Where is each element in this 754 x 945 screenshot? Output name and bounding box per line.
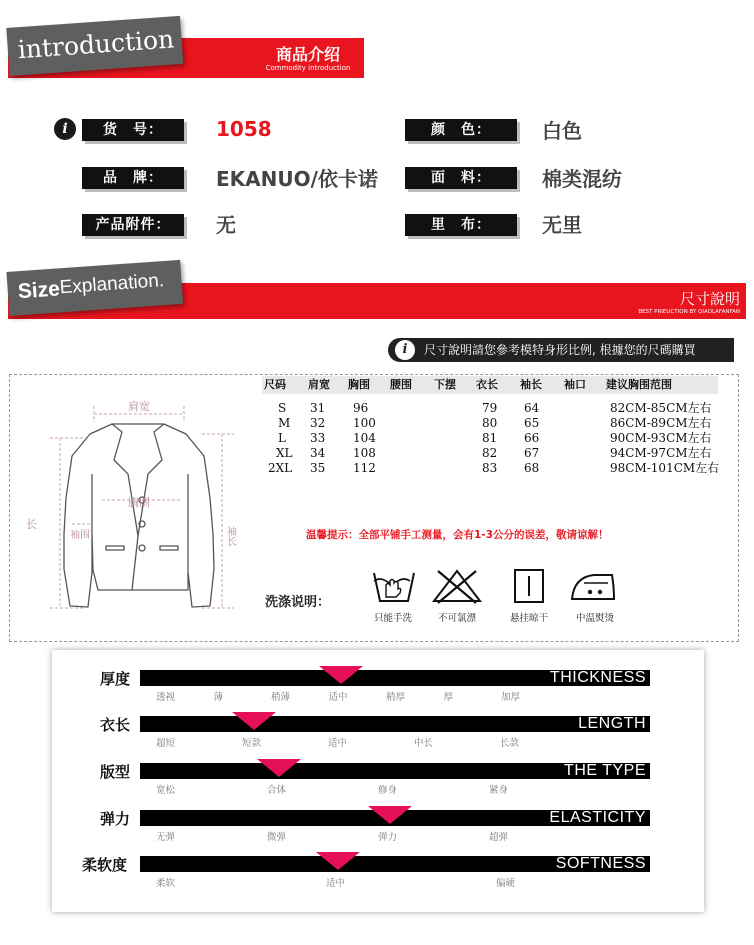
size-table-header-cell: 尺码: [264, 378, 286, 391]
fabric-rows: [52, 650, 704, 912]
fabric-scale-option: 无弹: [156, 832, 176, 843]
size-table-cell: 34: [310, 446, 326, 460]
fabric-label: 厚度: [100, 670, 131, 688]
jacket-outline: [64, 424, 214, 607]
size-table-cell: 82: [482, 446, 498, 460]
fabric-scale-option: 适中: [328, 738, 348, 749]
label-fabric: 面 料：: [405, 167, 517, 189]
fabric-marker: [316, 852, 360, 870]
size-table-cell: 112: [353, 461, 376, 475]
label-accessories: 产品附件：: [82, 214, 184, 236]
size-note: [388, 338, 734, 362]
size-table-cell: 98CM-101CM左右: [610, 461, 720, 475]
fabric-scale-option: 紧身: [489, 785, 509, 796]
size-table-cell: 82CM-85CM左右: [610, 401, 712, 415]
intro-title-cn: 商品介绍: [275, 45, 340, 64]
wash-caption-iron: 中温熨烫: [575, 613, 614, 624]
size-table-cell: 31: [310, 401, 326, 415]
size-tag-bold: Size: [17, 277, 61, 304]
size-table-cell: 108: [353, 446, 376, 460]
fabric-scale-option: 微弹: [267, 832, 287, 843]
wash-caption-dry: 悬挂晾干: [509, 613, 548, 624]
value-item-no: 1058: [216, 117, 272, 141]
size-table-cell: XL: [276, 446, 293, 460]
fabric-marker: [319, 666, 363, 684]
size-table-cell: 104: [353, 431, 376, 445]
size-title-cn: 尺寸說明: [679, 290, 740, 308]
size-table-header-cell: 胸围: [348, 378, 370, 391]
wash-caption-bleach: 不可氯漂: [437, 613, 476, 624]
fabric-en-label: ELASTICITY: [549, 809, 646, 826]
size-table-header-cell: 袖口: [564, 378, 586, 391]
size-table-header-cell: 下摆: [434, 378, 456, 391]
fabric-scale-option: 薄: [213, 692, 224, 703]
size-table-cell: 100: [353, 416, 376, 430]
fabric-scale-option: 中长: [414, 738, 434, 749]
fabric-marker: [257, 759, 301, 777]
fabric-scale-option: 长款: [500, 738, 520, 749]
jacket-hem-split: [132, 536, 138, 590]
diagram-length: 长: [26, 518, 37, 531]
hand-wash-icon: [370, 567, 418, 605]
fabric-en-label: SOFTNESS: [555, 855, 646, 872]
size-table-header-cell: 肩宽: [308, 378, 330, 391]
button: [139, 545, 145, 551]
jacket-collar-left: [112, 424, 138, 536]
fabric-en-label: THE TYPE: [564, 762, 646, 779]
size-table-cell: 79: [482, 401, 498, 415]
fabric-scale-option: 超弹: [489, 832, 509, 843]
size-table-header-cell: 建议胸围范围: [606, 378, 672, 391]
size-table-cell: 81: [482, 431, 498, 445]
info-icon: i: [54, 118, 76, 140]
fabric-label: 版型: [100, 763, 131, 781]
jacket-collar-right: [138, 424, 164, 536]
fabric-scale-option: 合体: [267, 785, 287, 796]
diagram-sleeve-circ: 袖围: [70, 530, 90, 541]
size-table-cell: 90CM-93CM左右: [610, 431, 712, 445]
fabric-label: 弹力: [100, 810, 131, 828]
size-table-cell: 35: [310, 461, 326, 475]
wash-caption-hand: 只能手洗: [373, 613, 412, 624]
size-table: [262, 376, 732, 486]
size-table-cell: 67: [524, 446, 540, 460]
intro-title-en: Commodity introduction: [265, 64, 351, 72]
pocket-left: [106, 546, 124, 550]
value-color: 白色: [542, 119, 582, 143]
fabric-scale-option: 透视: [156, 692, 176, 703]
value-fabric: 棉类混纺: [542, 167, 622, 191]
fabric-scale-option: 超短: [156, 738, 176, 749]
label-brand: 品 牌：: [82, 167, 184, 189]
size-table-cell: 32: [310, 416, 326, 430]
fabric-scale-option: 稍厚: [386, 692, 406, 703]
pocket-right: [160, 546, 178, 550]
fabric-scale-option: 修身: [378, 785, 398, 796]
fabric-label: 柔软度: [82, 856, 128, 874]
fabric-scale-option: 加厚: [501, 692, 521, 703]
size-table-header-cell: 腰围: [390, 378, 412, 391]
size-title-en: BEST PRIEUCTION BY QIAOLAFANFAN: [638, 309, 740, 315]
fabric-marker: [368, 806, 412, 824]
fabric-scale-option: 柔软: [156, 878, 176, 889]
value-lining: 无里: [542, 213, 582, 237]
fabric-scale-option: 适中: [326, 878, 346, 889]
size-table-cell: 2XL: [268, 461, 293, 475]
no-bleach-icon: [430, 567, 484, 605]
jacket-diagram: [20, 394, 260, 626]
fabric-scale-option: 弹力: [378, 832, 398, 843]
size-table-cell: 94CM-97CM左右: [610, 446, 712, 460]
label-item-no: 货 号：: [82, 119, 184, 141]
label-color: 颜 色：: [405, 119, 517, 141]
fabric-scale-option: 适中: [328, 692, 348, 703]
label-lining: 里 布：: [405, 214, 517, 236]
fabric-scale-option: 厚: [443, 692, 454, 703]
size-table-cell: M: [278, 416, 291, 430]
size-table-header-cell: 袖长: [520, 378, 542, 391]
fabric-scale-option: 稍薄: [271, 692, 291, 703]
washing-title: 洗涤说明：: [265, 595, 331, 610]
size-table-cell: 33: [310, 431, 326, 445]
value-accessories: 无: [216, 213, 236, 237]
size-table-cell: 96: [353, 401, 369, 415]
fabric-scale-option: 宽松: [156, 785, 176, 796]
fabric-en-label: THICKNESS: [549, 669, 646, 686]
diagram-sleeve-len: 袖长: [224, 526, 236, 546]
fabric-scale-option: 短款: [242, 738, 262, 749]
size-table-cell: L: [278, 431, 286, 445]
size-table-cell: 68: [524, 461, 540, 475]
fabric-scale-option: 偏硬: [496, 878, 516, 889]
value-brand: EKANUO/依卡诺: [216, 167, 378, 191]
size-tag-rest: Explanation.: [58, 270, 165, 299]
fabric-marker: [232, 712, 276, 730]
size-table-header-cell: 衣长: [476, 378, 498, 391]
size-warning: 温馨提示：全部平铺手工测量，会有1-3公分的误差，敬请谅解！: [306, 529, 609, 541]
size-table-cell: 80: [482, 416, 498, 430]
size-table-cell: S: [278, 401, 287, 415]
size-table-cell: 66: [524, 431, 540, 445]
size-note-info-icon: i: [395, 340, 415, 360]
size-note-text: 尺寸說明請您參考模特身形比例, 根據您的尺碼購買: [424, 343, 696, 357]
size-table-cell: 65: [524, 416, 540, 430]
iron-medium-icon: [568, 567, 618, 605]
intro-tag-text: introduction: [16, 24, 175, 65]
size-table-cell: 86CM-89CM左右: [610, 416, 712, 430]
fabric-en-label: LENGTH: [578, 715, 646, 732]
size-table-cell: 83: [482, 461, 498, 475]
diagram-chest: 胸围: [128, 496, 150, 509]
size-table-cell: 64: [524, 401, 540, 415]
fabric-label: 衣长: [100, 716, 131, 734]
diagram-shoulder: 肩宽: [128, 400, 150, 413]
hang-dry-icon: [512, 567, 546, 605]
